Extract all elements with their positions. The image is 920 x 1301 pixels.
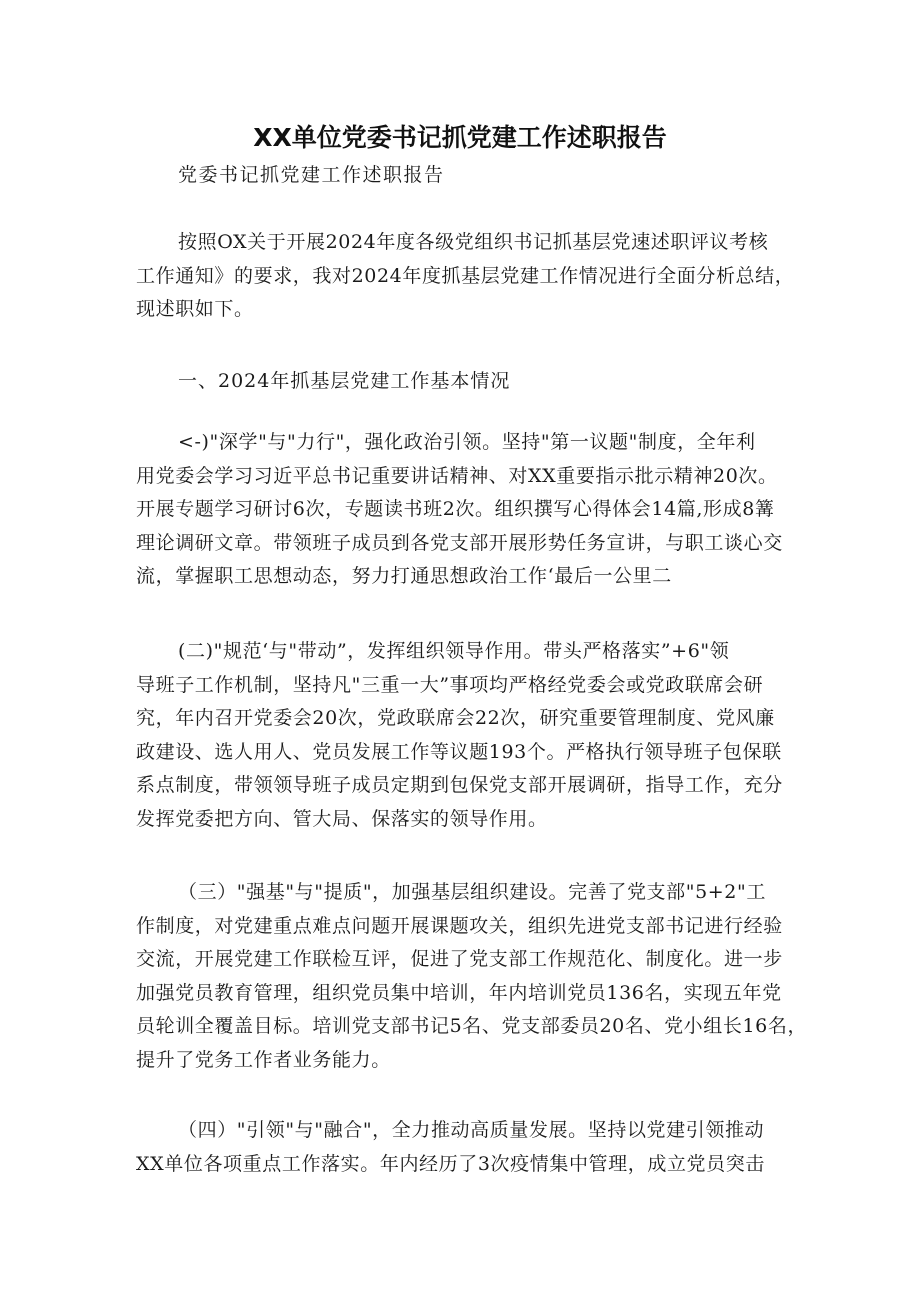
paragraph-line: 按照OX关于开展2024年度各级党组织书记抓基层党速述职评议考核 <box>178 231 769 253</box>
paragraph-line: (二)"规范‘与"带动”，发挥组织领导作用。带头严格落实”+6"领 <box>178 640 730 662</box>
paragraph-line: 员轮训全覆盖目标。培训党支部书记5名、党支部委员20名、党小组长16名， <box>136 1015 808 1037</box>
document-subtitle: 党委书记抓党建工作述职报告 <box>178 164 445 186</box>
paragraph-line: （四）"引领"与"融合"，全力推动高质量发展。坚持以党建引领推动 <box>178 1119 765 1141</box>
paragraph-line: 流，掌握职工思想动态，努力打通思想政治工作‘最后一公里二 <box>136 565 672 587</box>
paragraph-line: 作制度，对党建重点难点问题开展课题攻关，组织先进党支部书记进行经验 <box>136 914 783 937</box>
paragraph-line: XX单位各项重点工作落实。年内经历了3次疫情集中管理，成立党员突击 <box>136 1152 765 1175</box>
paragraph-line: <-)"深学"与"力行"，强化政治引领。坚持"第一议题"制度，全年利 <box>178 431 756 453</box>
paragraph-line: （三）"强基"与"提质"，加强基层组织建设。完善了党支部"5+2"工 <box>178 881 766 903</box>
paragraph-line: 加强党员教育管理，组织党员集中培训，年内培训党员136名，实现五年党 <box>136 981 782 1004</box>
document-title: XX单位党委书记抓党建工作述职报告 <box>253 123 667 152</box>
section-3-paragraph <box>136 876 808 1077</box>
paragraph-line: 用党委会学习习近平总书记重要讲话精神、对XX重要指示批示精神20次。 <box>136 464 778 487</box>
paragraph-line: 开展专题学习研讨6次，专题读书班2次。组织撰写心得体会14篇,形成8篝 <box>136 498 775 520</box>
intro-paragraph <box>136 226 796 327</box>
paragraph-line: 工作通知》的要求，我对2024年度抓基层党建工作情况进行全面分析总结， <box>136 264 795 287</box>
section-1-paragraph <box>136 426 796 594</box>
paragraph-line: 发挥党委把方向、管大局、保落实的领导作用。 <box>136 807 548 830</box>
section-4-paragraph <box>136 1114 796 1181</box>
paragraph-line: 导班子工作机制，坚持凡"三重一大”事项均严格经党委会或党政联席会研 <box>136 673 764 696</box>
paragraph-line: 现述职如下。 <box>136 298 254 320</box>
paragraph-line: 提升了党务工作者业务能力。 <box>136 1048 391 1071</box>
paragraph-line: 政建设、选人用人、党员发展工作等议题193个。严格执行领导班子包保联 <box>136 740 782 763</box>
paragraph-line: 究，年内召开党委会20次，党政联席会22次，研究重要管理制度、党风廉 <box>136 707 775 729</box>
paragraph-line: 理论调研文章。带领班子成员到各党支部开展形势任务宣讲，与职工谈心交 <box>136 531 783 554</box>
section-2-paragraph <box>136 635 796 836</box>
section-heading: 一、2024年抓基层党建工作基本情况 <box>178 370 511 392</box>
paragraph-line: 交流，开展党建工作联检互评，促进了党支部工作规范化、制度化。进一步 <box>136 948 783 970</box>
paragraph-line: 系点制度，带领领导班子成员定期到包保党支部开展调研，指导工作，充分 <box>136 774 783 796</box>
